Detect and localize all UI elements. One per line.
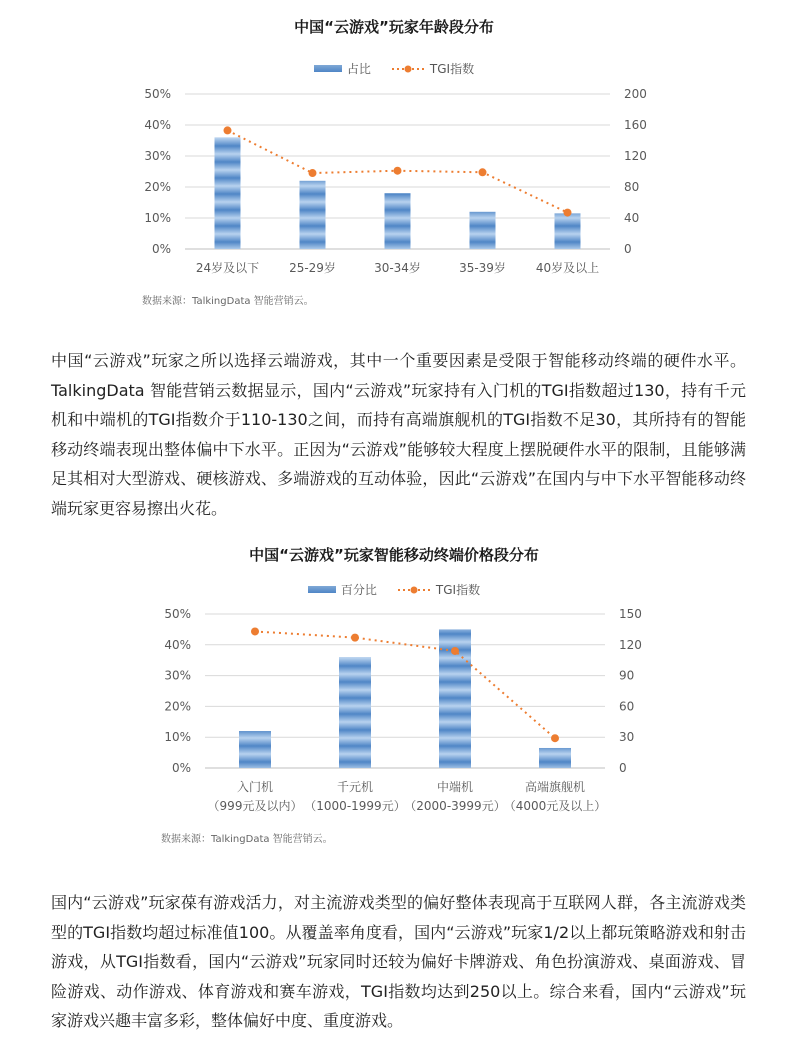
x-tick-sublabel: （1000-1999元） bbox=[304, 799, 406, 813]
right-tick-label: 0 bbox=[619, 761, 627, 775]
bar bbox=[300, 181, 326, 249]
left-tick-label: 40% bbox=[164, 637, 191, 652]
line-swatch-icon bbox=[391, 64, 425, 74]
tgi-point bbox=[551, 734, 559, 742]
x-tick-sublabel: （2000-3999元） bbox=[404, 799, 506, 813]
chart1-title: 中国“云游戏”玩家年龄段分布 bbox=[294, 18, 494, 36]
x-tick-label: 高端旗舰机 bbox=[524, 780, 586, 794]
chart2-legend-bar-label: 百分比 bbox=[340, 583, 377, 597]
bar-swatch-icon bbox=[314, 65, 342, 72]
chart1-legend bbox=[0, 60, 788, 77]
chart2-source: 数据来源：TalkingData 智能营销云。 bbox=[161, 834, 333, 845]
tgi-point bbox=[564, 209, 572, 217]
bar bbox=[539, 748, 571, 768]
x-tick-label: 35-39岁 bbox=[459, 261, 506, 275]
x-tick-label: 40岁及以上 bbox=[535, 261, 600, 275]
tgi-point bbox=[479, 168, 487, 176]
right-tick-label: 30 bbox=[619, 730, 635, 745]
bar bbox=[339, 657, 371, 768]
chart1-plot bbox=[140, 82, 660, 282]
right-tick-label: 60 bbox=[619, 699, 635, 714]
tgi-point bbox=[251, 627, 259, 635]
bar-swatch-icon bbox=[308, 586, 336, 593]
x-tick-sublabel: （999元及以内） bbox=[207, 799, 303, 813]
bar bbox=[215, 137, 241, 249]
chart2-legend bbox=[0, 581, 788, 598]
right-tick-label: 90 bbox=[619, 668, 635, 683]
right-tick-label: 200 bbox=[624, 87, 647, 101]
chart1-source: 数据来源：TalkingData 智能营销云。 bbox=[142, 296, 314, 307]
tgi-point bbox=[394, 167, 402, 175]
chart1-legend-line-label: TGI指数 bbox=[429, 62, 475, 76]
x-tick-sublabel: （4000元及以上） bbox=[503, 799, 607, 813]
chart2-title: 中国“云游戏”玩家智能移动终端价格段分布 bbox=[249, 546, 539, 564]
tgi-point bbox=[309, 169, 317, 177]
chart2-legend-line bbox=[397, 581, 480, 598]
left-tick-label: 10% bbox=[164, 730, 191, 745]
bar bbox=[555, 213, 581, 249]
right-tick-label: 150 bbox=[619, 607, 642, 621]
line-swatch-icon bbox=[397, 585, 431, 595]
chart2-legend-line-label: TGI指数 bbox=[435, 583, 481, 597]
x-tick-label: 25-29岁 bbox=[289, 261, 336, 275]
tgi-point bbox=[351, 634, 359, 642]
tgi-point bbox=[224, 126, 232, 134]
left-tick-label: 20% bbox=[164, 699, 191, 714]
right-tick-label: 120 bbox=[624, 149, 647, 163]
right-tick-label: 80 bbox=[624, 180, 640, 194]
left-tick-label: 40% bbox=[144, 118, 171, 132]
left-tick-label: 30% bbox=[144, 149, 171, 163]
left-tick-label: 20% bbox=[144, 180, 171, 194]
chart1-legend-line bbox=[391, 60, 474, 77]
right-tick-label: 40 bbox=[624, 211, 640, 225]
bar bbox=[470, 212, 496, 249]
right-tick-label: 0 bbox=[624, 242, 632, 256]
tgi-line bbox=[255, 631, 555, 738]
chart2-plot bbox=[160, 602, 650, 817]
left-tick-label: 10% bbox=[144, 211, 171, 225]
chart1-legend-bar-label: 占比 bbox=[346, 62, 371, 76]
chart2-legend-bar bbox=[308, 581, 377, 598]
chart1-legend-bar bbox=[314, 60, 371, 77]
tgi-point bbox=[451, 647, 459, 655]
right-tick-label: 120 bbox=[619, 637, 642, 652]
bar bbox=[385, 193, 411, 249]
left-tick-label: 30% bbox=[164, 668, 191, 683]
x-tick-label: 30-34岁 bbox=[374, 261, 421, 275]
bar bbox=[239, 731, 271, 768]
paragraph-1: 中国“云游戏”玩家之所以选择云端游戏，其中一个重要因素是受限于智能移动终端的硬件水平。TalkingData 智能营销云数据显示，国内“云游戏”玩家持有入门机的TGI指数超过130，持有千元机和中端机的TGI指数介于110-130之间，而持有高端旗舰机的TGI指数不足30，其所持有的智能移动终端表现出整体偏中下水平。正因为“云游戏”能够较大程度上摆脱硬件水平的限制，且能够满足其相对大型游戏、硬核游戏、多端游戏的互动体验，因此“云游戏”在国内与中下水平智能移动终端玩家更容易擦出火花。 bbox=[51, 351, 746, 518]
left-tick-label: 50% bbox=[164, 607, 191, 621]
left-tick-label: 50% bbox=[144, 87, 171, 101]
x-tick-label: 24岁及以下 bbox=[195, 261, 260, 275]
x-tick-label: 入门机 bbox=[236, 780, 274, 794]
right-tick-label: 160 bbox=[624, 118, 647, 132]
left-tick-label: 0% bbox=[171, 761, 191, 775]
paragraph-2: 国内“云游戏”玩家葆有游戏活力，对主流游戏类型的偏好整体表现高于互联网人群，各主流游戏类型的TGI指数均超过标准值100。从覆盖率角度看，国内“云游戏”玩家1/2以上都玩策略游戏和射击游戏，从TGI指数看，国内“云游戏”玩家同时还较为偏好卡牌游戏、角色扮演游戏、桌面游戏、冒险游戏、动作游戏、体育游戏和赛车游戏，TGI指数均达到250以上。综合来看，国内“云游戏”玩家游戏兴趣丰富多彩，整体偏好中度、重度游戏。 bbox=[51, 893, 746, 1030]
x-tick-label: 千元机 bbox=[336, 780, 374, 794]
left-tick-label: 0% bbox=[151, 242, 171, 256]
x-tick-label: 中端机 bbox=[436, 780, 474, 794]
